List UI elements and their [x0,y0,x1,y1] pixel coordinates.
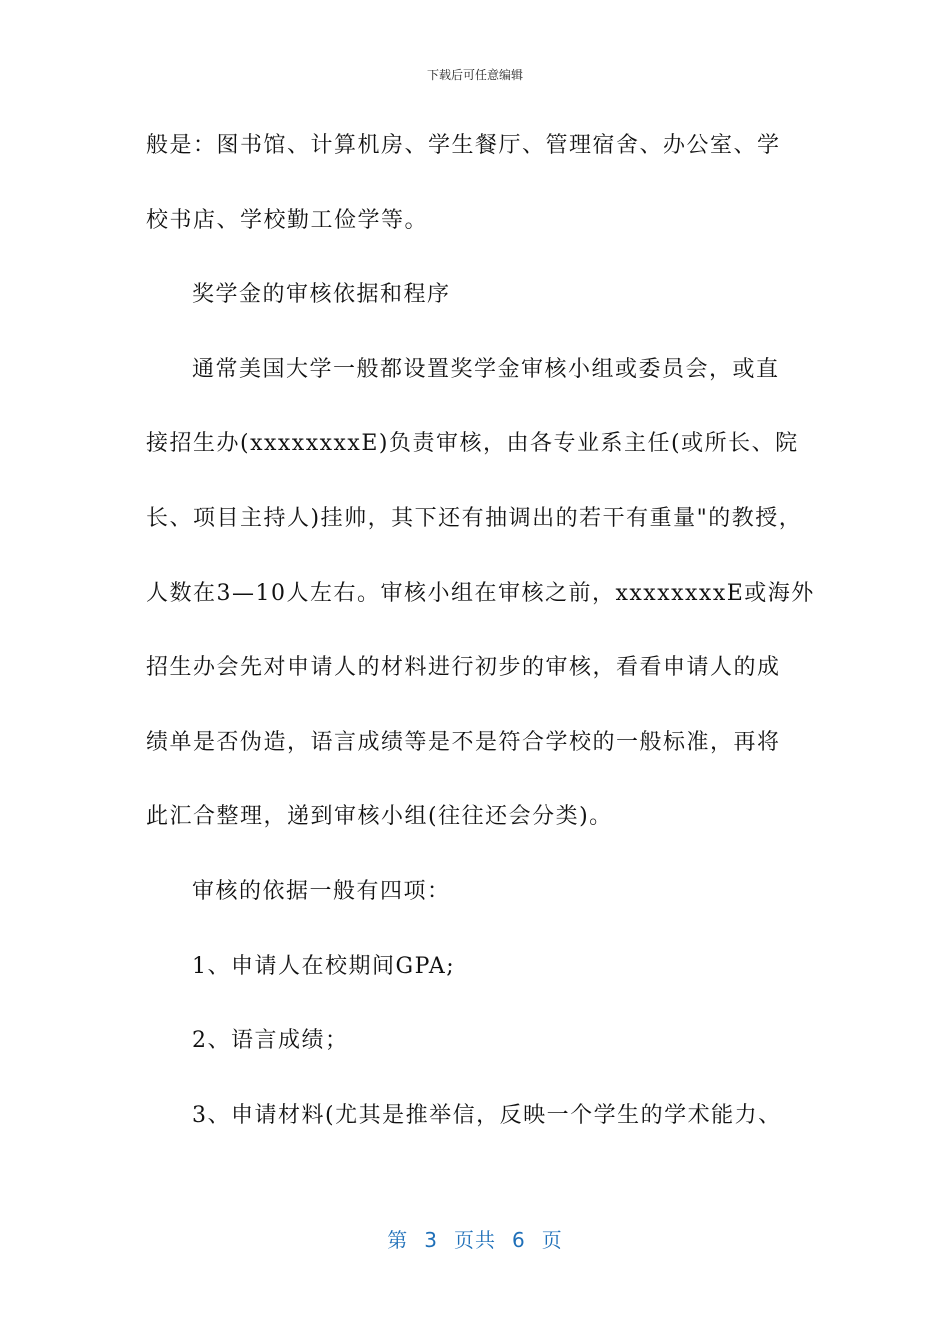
footer-suffix: 页 [541,1228,563,1252]
current-page-number: 3 [424,1228,438,1252]
page-footer [0,1224,950,1253]
body-line: 通常美国大学一般都设置奖学金审核小组或委员会，或直 [192,356,780,382]
body-line: 校书店、学校勤工俭学等。 [146,207,429,233]
section-heading: 奖学金的审核依据和程序 [192,282,451,308]
list-item: 2、语言成绩； [192,1028,349,1054]
body-line: 长、项目主持人)挂帅，其下还有抽调出的若干有重量"的教授， [146,505,803,531]
body-line: 此汇合整理，递到审核小组(往往还会分类)。 [146,804,613,830]
body-line: 绩单是否伪造，语言成绩等是不是符合学校的一般标准，再将 [146,729,781,755]
body-line: 接招生办(xxxxxxxxE)负责审核，由各专业系主任(或所长、院 [146,431,799,457]
document-body [146,122,815,1166]
list-item: 3、申请材料(尤其是推举信，反映一个学生的学术能力、 [192,1102,782,1128]
footer-middle: 页共 [454,1228,496,1252]
body-line: 人数在3—10人左右。审核小组在审核之前，xxxxxxxxE或海外 [146,580,815,606]
body-line: 招生办会先对申请人的材料进行初步的审核，看看申请人的成 [146,655,781,681]
footer-prefix: 第 [387,1228,409,1252]
body-line: 般是：图书馆、计算机房、学生餐厅、管理宿舍、办公室、学 [146,133,781,158]
list-item: 1、申请人在校期间GPA; [192,953,456,979]
body-line: 审核的依据一般有四项： [192,878,451,904]
total-pages-number: 6 [512,1228,526,1252]
page-header: 下载后可任意编辑 [426,68,523,82]
